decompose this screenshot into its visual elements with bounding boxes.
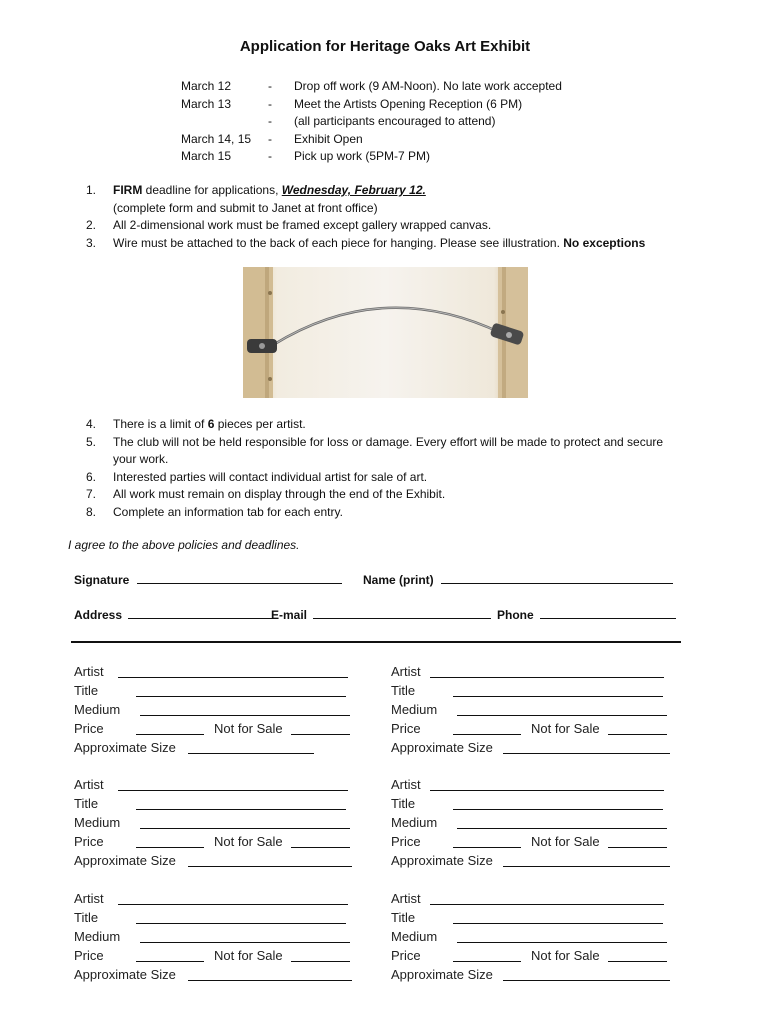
staple — [501, 310, 505, 314]
approx-size-line[interactable] — [503, 866, 670, 867]
artist-label: Artist — [74, 777, 104, 792]
not-for-sale-line[interactable] — [291, 734, 350, 735]
medium-label: Medium — [391, 929, 438, 944]
not-for-sale-line[interactable] — [291, 847, 350, 848]
price-line[interactable] — [453, 847, 521, 848]
not-for-sale-label: Not for Sale — [531, 948, 600, 963]
title-line[interactable] — [453, 696, 663, 697]
medium-line[interactable] — [140, 715, 350, 716]
name-print-field[interactable] — [363, 572, 673, 587]
artist-label: Artist — [391, 664, 421, 679]
name-print-line[interactable] — [441, 572, 673, 584]
price-label: Price — [74, 721, 104, 736]
not-for-sale-label: Not for Sale — [531, 834, 600, 849]
entry-card — [74, 889, 364, 984]
entry-card — [391, 889, 681, 984]
rule-text: pieces per artist. — [214, 417, 306, 431]
approx-size-line[interactable] — [503, 980, 670, 981]
deadline-date: Wednesday, February 12. — [281, 183, 426, 197]
wire-illustration-svg — [243, 267, 528, 398]
email-field[interactable] — [271, 607, 491, 622]
not-for-sale-label: Not for Sale — [214, 948, 283, 963]
schedule-desc: Meet the Artists Opening Reception (6 PM) — [294, 96, 523, 111]
not-for-sale-line[interactable] — [291, 961, 350, 962]
rule-text: The club will not be held responsible for loss or damage. Every effort will be made to protect and secure your work. — [113, 434, 664, 466]
price-line[interactable] — [136, 734, 204, 735]
name-print-label: Name (print) — [363, 573, 434, 587]
rules-list-bottom — [86, 416, 686, 521]
price-label: Price — [391, 721, 421, 736]
title-label: Title — [74, 910, 99, 925]
artist-line[interactable] — [118, 790, 348, 791]
artist-line[interactable] — [430, 790, 664, 791]
price-line[interactable] — [136, 961, 204, 962]
phone-line[interactable] — [540, 607, 676, 619]
title-line[interactable] — [453, 923, 663, 924]
rule-number: 3. — [86, 235, 97, 250]
rule-number: 7. — [86, 487, 97, 501]
price-line[interactable] — [453, 734, 521, 735]
artist-line[interactable] — [430, 904, 664, 905]
schedule-desc: Drop off work (9 AM-Noon). No late work accepted — [294, 79, 562, 93]
title-label: Title — [391, 683, 416, 698]
not-for-sale-label: Not for Sale — [214, 721, 283, 736]
title-label: Title — [74, 796, 99, 811]
price-line[interactable] — [453, 961, 521, 962]
rule-bold: FIRM — [113, 183, 143, 197]
schedule-row — [181, 114, 601, 132]
hanger-screw — [506, 332, 512, 338]
rules-list-top — [86, 182, 686, 252]
schedule-row — [181, 149, 601, 167]
artist-label: Artist — [74, 891, 104, 906]
entry-card — [391, 775, 681, 870]
artist-label: Artist — [74, 664, 104, 679]
agreement-statement: I agree to the above policies and deadlines. — [68, 538, 300, 552]
schedule-desc: Exhibit Open — [294, 131, 363, 146]
schedule-desc: Pick up work (5PM-7 PM) — [294, 149, 431, 163]
rule-item — [86, 486, 686, 504]
schedule-date: March 13 — [181, 96, 232, 111]
rule-item — [86, 504, 686, 522]
schedule-dash: - — [268, 114, 272, 128]
address-field[interactable] — [74, 607, 272, 622]
medium-label: Medium — [74, 702, 121, 717]
rule-text-line2: (complete form and submit to Janet at front office) — [113, 200, 378, 215]
rule-text: deadline for applications, — [142, 183, 282, 197]
rule-text: There is a limit of — [113, 417, 208, 431]
medium-line[interactable] — [140, 828, 350, 829]
email-label: E-mail — [271, 608, 308, 622]
rule-item — [86, 217, 686, 235]
title-line[interactable] — [136, 923, 346, 924]
rule-bold: No exceptions — [563, 235, 646, 250]
rule-number: 8. — [86, 504, 97, 519]
title-label: Title — [391, 796, 416, 811]
artist-line[interactable] — [118, 677, 348, 678]
schedule-desc: (all participants encouraged to attend) — [294, 114, 496, 128]
rule-number: 1. — [86, 183, 97, 197]
medium-line[interactable] — [457, 828, 667, 829]
rule-number: 6. — [86, 469, 97, 484]
rule-item — [86, 469, 686, 487]
not-for-sale-label: Not for Sale — [214, 834, 283, 849]
artist-label: Artist — [391, 777, 421, 792]
not-for-sale-line[interactable] — [608, 734, 667, 735]
address-line[interactable] — [128, 607, 272, 619]
signature-label: Signature — [74, 573, 130, 587]
phone-label: Phone — [497, 608, 534, 622]
rule-item — [86, 434, 686, 469]
price-label: Price — [74, 834, 104, 849]
title-label: Title — [74, 683, 99, 698]
medium-label: Medium — [74, 815, 121, 830]
approx-size-line[interactable] — [503, 753, 670, 754]
schedule-date: March 14, 15 — [181, 131, 252, 146]
medium-line[interactable] — [457, 715, 667, 716]
price-label: Price — [391, 948, 421, 963]
schedule-date: March 15 — [181, 149, 232, 163]
rule-number: 5. — [86, 434, 97, 449]
approx-size-line[interactable] — [188, 980, 352, 981]
schedule-dash: - — [268, 131, 272, 146]
artist-label: Artist — [391, 891, 421, 906]
medium-label: Medium — [391, 815, 438, 830]
approx-size-label: Approximate Size — [74, 853, 176, 868]
hanging-wire — [273, 308, 501, 345]
rule-text: Wire must be attached to the back of each piece for hanging. Please see illustration. — [113, 235, 564, 250]
rule-text: Interested parties will contact individual artist for sale of art. — [113, 469, 428, 484]
hanging-wire-illustration — [243, 267, 528, 398]
phone-field[interactable] — [497, 607, 676, 622]
artist-line[interactable] — [118, 904, 348, 905]
schedule-dash: - — [268, 149, 272, 163]
price-label: Price — [74, 948, 104, 963]
schedule-row — [181, 79, 601, 97]
rule-item — [86, 416, 686, 434]
schedule-date — [181, 114, 268, 132]
rule-text: Complete an information tab for each entry. — [113, 504, 343, 519]
title-line[interactable] — [453, 809, 663, 810]
approx-size-label: Approximate Size — [391, 853, 493, 868]
entry-card — [391, 662, 681, 757]
approx-size-label: Approximate Size — [391, 967, 493, 982]
schedule-date: March 12 — [181, 79, 232, 93]
rule-item — [86, 182, 686, 217]
medium-line[interactable] — [140, 942, 350, 943]
schedule-dash: - — [268, 79, 272, 93]
schedule-row — [181, 132, 601, 150]
schedule-row — [181, 97, 601, 115]
title-label: Title — [391, 910, 416, 925]
price-label: Price — [391, 834, 421, 849]
schedule-table — [181, 79, 601, 167]
rule-text: All 2-dimensional work must be framed except gallery wrapped canvas. — [113, 218, 492, 232]
signature-field[interactable] — [74, 572, 342, 587]
price-line[interactable] — [136, 847, 204, 848]
hanger-screw — [259, 343, 265, 349]
approx-size-label: Approximate Size — [391, 740, 493, 755]
email-line[interactable] — [313, 607, 491, 619]
approx-size-label: Approximate Size — [74, 740, 176, 755]
artist-line[interactable] — [430, 677, 664, 678]
section-divider — [71, 641, 681, 643]
medium-label: Medium — [391, 702, 438, 717]
staple — [268, 291, 272, 295]
page-title: Application for Heritage Oaks Art Exhibit — [239, 38, 531, 55]
approx-size-line[interactable] — [188, 753, 314, 754]
rule-bold: 6 — [207, 417, 215, 431]
address-label: Address — [74, 608, 123, 622]
entry-card — [74, 775, 364, 870]
rule-item — [86, 235, 686, 253]
approx-size-label: Approximate Size — [74, 967, 176, 982]
not-for-sale-label: Not for Sale — [531, 721, 600, 736]
approx-size-line[interactable] — [188, 866, 352, 867]
title-line[interactable] — [136, 696, 346, 697]
medium-line[interactable] — [457, 942, 667, 943]
not-for-sale-line[interactable] — [608, 847, 667, 848]
signature-line[interactable] — [137, 572, 342, 584]
rule-number: 2. — [86, 218, 97, 232]
schedule-dash: - — [268, 96, 272, 111]
staple — [268, 377, 272, 381]
entry-card — [74, 662, 364, 757]
rule-text: All work must remain on display through the end of the Exhibit. — [113, 487, 446, 501]
rule-number: 4. — [86, 417, 97, 431]
not-for-sale-line[interactable] — [608, 961, 667, 962]
title-line[interactable] — [136, 809, 346, 810]
medium-label: Medium — [74, 929, 121, 944]
